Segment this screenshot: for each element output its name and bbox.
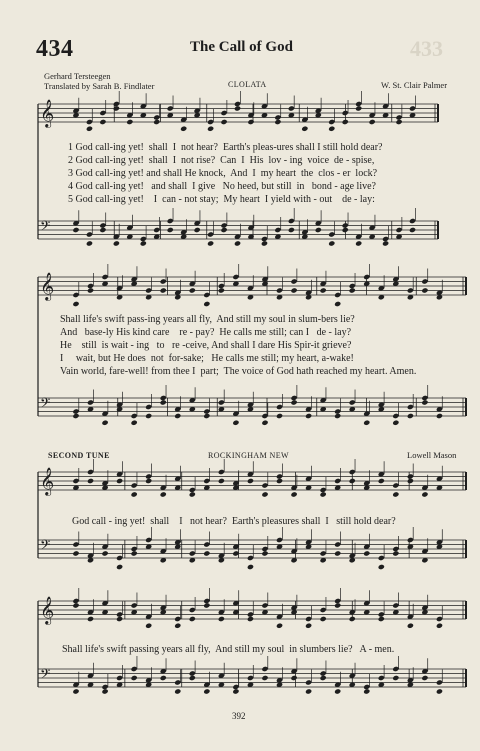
note-head [291, 491, 298, 497]
verse-line: Shall life's swift pass-ing years all fly, And still my soul in slum-bers lie? [60, 314, 355, 325]
note-head [315, 227, 322, 233]
note-head [421, 287, 428, 293]
note-head [153, 119, 160, 125]
note-head [140, 240, 147, 246]
bass-clef-icon: 𝄢 [40, 537, 51, 556]
note-head [145, 623, 152, 629]
treble-clef-icon: 𝄞 [40, 272, 55, 300]
author-credit: Gerhard Tersteegen [44, 71, 111, 81]
note-head [363, 420, 370, 426]
hymn-number: 434 [36, 36, 74, 62]
note-head [392, 491, 399, 497]
note-head [131, 420, 138, 426]
note-head [160, 287, 167, 293]
note-head [320, 287, 327, 293]
note-head [174, 623, 181, 629]
note-head [232, 688, 239, 694]
hymn-title: The Call of God [190, 39, 293, 55]
note-head [334, 688, 341, 694]
note-head [167, 227, 174, 233]
note-head [72, 550, 79, 556]
note-head [218, 287, 225, 293]
note-head [189, 616, 196, 622]
second-tune-name: ROCKINGHAM NEW [208, 451, 289, 460]
note-head [261, 550, 268, 556]
note-head [207, 240, 214, 246]
verse-line: Shall life's swift passing years all fly, And still my soul in slumbers lie? A - men. [62, 644, 395, 655]
note-head [392, 675, 399, 681]
page-number: 392 [232, 711, 246, 721]
note-head [355, 105, 362, 111]
note-head [113, 240, 120, 246]
verse-line: 5 God call-ing yet! I can - not stay; My heart I yield with - out de - lay: [68, 194, 375, 205]
note-head [334, 550, 341, 556]
verse-line: And base-ly His kind care re - pay? He calls me still; can I de - lay? [60, 327, 352, 338]
note-head [421, 675, 428, 681]
note-head [382, 240, 389, 246]
note-head [301, 126, 308, 132]
note-head [247, 564, 254, 570]
note-head [407, 478, 414, 484]
note-head [421, 491, 428, 497]
note-head [378, 616, 385, 622]
verse-line: He still is wait - ing to re -ceive, And shall I dare His Spir-it grieve? [60, 340, 352, 351]
note-head [218, 616, 225, 622]
note-head [189, 491, 196, 497]
note-head [320, 675, 327, 681]
bleedthrough-number: 433 [410, 36, 443, 61]
note-head [261, 675, 268, 681]
note-head [378, 564, 385, 570]
note-head [363, 550, 370, 556]
note-head [305, 623, 312, 629]
note-head [349, 478, 356, 484]
note-head [392, 420, 399, 426]
bass-clef-icon: 𝄢 [40, 218, 51, 237]
note-head [274, 119, 281, 125]
note-head [378, 478, 385, 484]
note-head [126, 119, 133, 125]
note-head [407, 413, 414, 419]
note-head [409, 227, 416, 233]
note-head [328, 126, 335, 132]
note-head [131, 550, 138, 556]
note-head [320, 616, 327, 622]
note-head [349, 287, 356, 293]
note-head [276, 478, 283, 484]
tune-name: CLOLATA [228, 80, 267, 89]
note-head [102, 688, 109, 694]
note-head [86, 240, 93, 246]
note-head [72, 688, 79, 694]
note-head [86, 126, 93, 132]
note-head [221, 119, 228, 125]
verse-line: 1 God call-ing yet! shall I not hear? Earth's pleas-ures shall I still hold dear? [68, 142, 383, 153]
note-head [99, 119, 106, 125]
note-head [116, 564, 123, 570]
note-head [392, 550, 399, 556]
verse-line: God call - ing yet! shall I not hear? Earth's pleasures shall I still hold dear? [72, 516, 396, 527]
note-head [334, 301, 341, 307]
note-head [194, 227, 201, 233]
note-head [320, 491, 327, 497]
verse-line: 2 God call-ing yet! shall I not rise? Can I His lov - ing voice de - spise, [68, 155, 375, 166]
note-head [72, 413, 79, 419]
note-head [369, 119, 376, 125]
note-head [72, 227, 79, 233]
note-head [102, 550, 109, 556]
note-head [87, 478, 94, 484]
note-head [203, 550, 210, 556]
note-head [232, 420, 239, 426]
note-head [234, 105, 241, 111]
note-head [203, 688, 210, 694]
note-head [291, 399, 298, 405]
note-head [174, 688, 181, 694]
note-head [305, 688, 312, 694]
note-head [305, 413, 312, 419]
verse-line: 4 God call-ing yet! and shall I give No heed, but still in bond - age live? [68, 181, 376, 192]
note-head [221, 227, 228, 233]
note-head [436, 413, 443, 419]
note-head [189, 287, 196, 293]
note-head [203, 301, 210, 307]
note-head [160, 675, 167, 681]
bass-clef-icon: 𝄢 [40, 395, 51, 414]
note-head [436, 623, 443, 629]
note-head [72, 602, 79, 608]
note-head [247, 478, 254, 484]
note-head [396, 119, 403, 125]
note-head [207, 126, 214, 132]
note-head [288, 227, 295, 233]
note-head [189, 675, 196, 681]
treble-clef-icon: 𝄞 [40, 467, 55, 495]
note-head [87, 616, 94, 622]
treble-clef-icon: 𝄞 [40, 596, 55, 624]
note-head [116, 616, 123, 622]
note-head [116, 478, 123, 484]
note-head [99, 227, 106, 233]
note-head [145, 413, 152, 419]
note-head [276, 413, 283, 419]
note-head [145, 478, 152, 484]
note-head [174, 413, 181, 419]
note-head [349, 616, 356, 622]
note-head [407, 623, 414, 629]
note-head [276, 623, 283, 629]
composer-credit: W. St. Clair Palmer [381, 80, 448, 90]
note-head [247, 119, 254, 125]
note-head [160, 399, 167, 405]
second-tune-label: SECOND TUNE [48, 451, 110, 460]
verse-line: 3 God call-ing yet! and shall He knock, And I my heart the clos - er lock? [68, 168, 378, 179]
note-head [436, 688, 443, 694]
note-head [160, 491, 167, 497]
note-head [363, 688, 370, 694]
note-head [234, 240, 241, 246]
note-head [131, 675, 138, 681]
note-head [328, 240, 335, 246]
note-head [334, 413, 341, 419]
note-head [291, 287, 298, 293]
note-head [342, 227, 349, 233]
note-head [334, 602, 341, 608]
verse-line: Vain world, fare-well! from thee I part; The voice of God hath reached my heart. Amen. [60, 366, 417, 377]
verse-line: I wait, but He does not for-sake; He calls me still; my heart, a-wake! [60, 353, 354, 364]
treble-clef-icon: 𝄞 [40, 99, 55, 127]
note-head [203, 413, 210, 419]
note-head [180, 126, 187, 132]
note-head [291, 675, 298, 681]
note-head [342, 119, 349, 125]
note-head [261, 491, 268, 497]
translator-credit: Translated by Sarah B. Findlater [44, 81, 155, 91]
note-head [102, 420, 109, 426]
note-head [421, 399, 428, 405]
note-head [87, 287, 94, 293]
note-head [131, 491, 138, 497]
note-head [247, 616, 254, 622]
bass-clef-icon: 𝄢 [40, 666, 51, 685]
note-head [72, 301, 79, 307]
note-head [203, 602, 210, 608]
note-head [261, 420, 268, 426]
second-tune-composer: Lowell Mason [407, 450, 457, 460]
note-head [355, 240, 362, 246]
note-head [261, 240, 268, 246]
note-head [218, 478, 225, 484]
